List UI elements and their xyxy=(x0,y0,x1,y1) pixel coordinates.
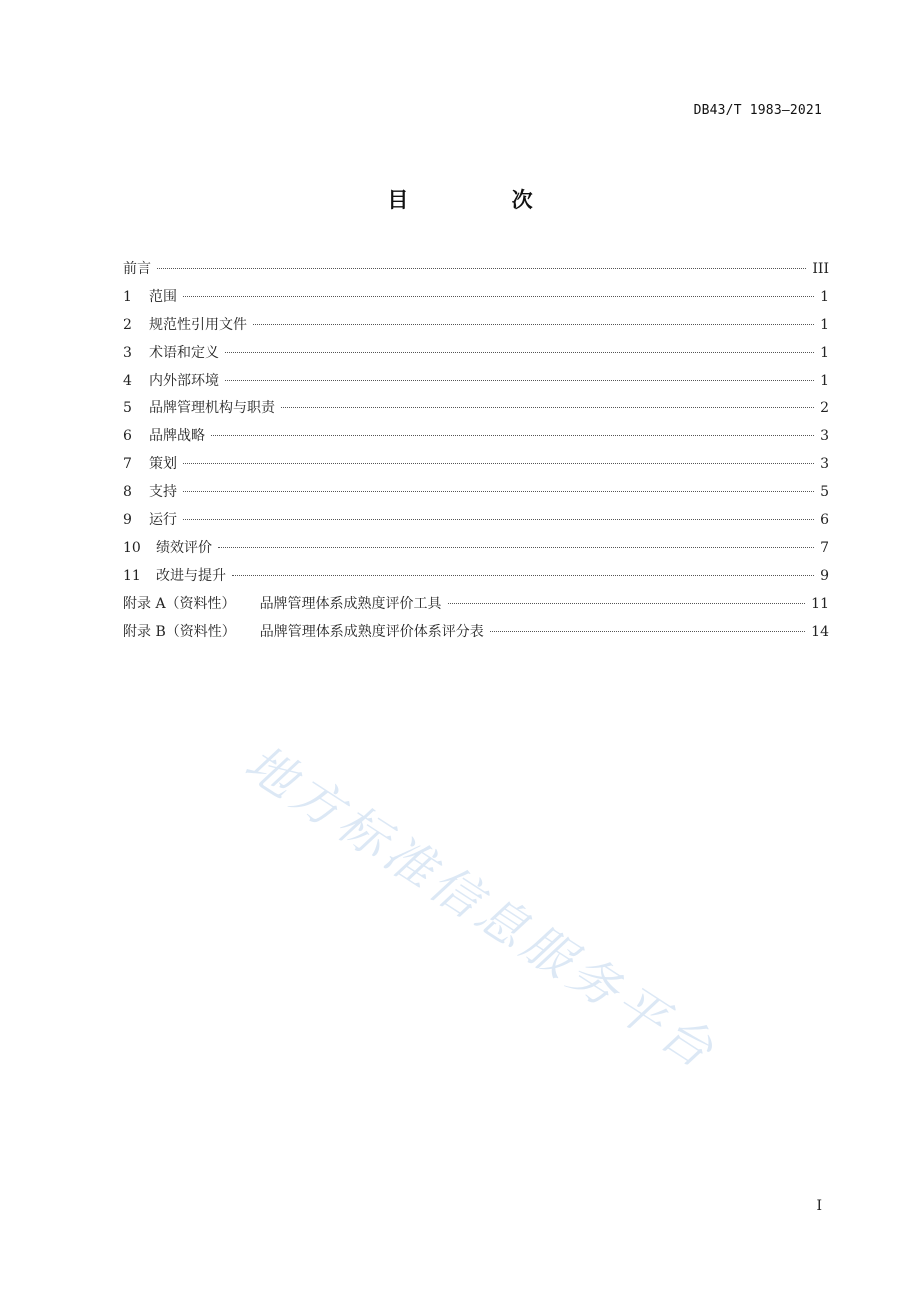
dot-leader xyxy=(183,519,814,520)
dot-leader xyxy=(183,463,814,464)
dot-leader xyxy=(225,380,814,381)
toc-entry-page: 1 xyxy=(820,372,829,389)
toc-entry-page: 6 xyxy=(820,512,829,529)
toc-entry-number: 5 xyxy=(123,400,132,417)
table-of-contents xyxy=(123,258,829,648)
toc-entry-page: III xyxy=(812,261,829,277)
toc-entry-number: 4 xyxy=(123,372,132,389)
toc-entry-improvement[interactable] xyxy=(123,565,829,593)
dot-leader xyxy=(183,491,814,492)
toc-entry-number: 2 xyxy=(123,316,132,333)
toc-entry-page: 1 xyxy=(820,288,829,305)
toc-entry-number: 9 xyxy=(123,512,132,529)
toc-entry-label: 附录 A（资料性） xyxy=(123,595,236,612)
toc-entry-organization[interactable] xyxy=(123,397,829,425)
toc-entry-appendix-b[interactable] xyxy=(123,621,829,649)
toc-entry-page: 3 xyxy=(820,456,829,473)
toc-entry-number: 8 xyxy=(123,484,132,501)
toc-entry-brand-strategy[interactable] xyxy=(123,425,829,453)
toc-entry-number: 11 xyxy=(123,567,141,584)
toc-entry-sublabel: 品牌管理体系成熟度评价工具 xyxy=(259,595,442,612)
toc-entry-page: 1 xyxy=(820,316,829,333)
toc-entry-label: 策划 xyxy=(149,456,177,473)
toc-entry-foreword[interactable] xyxy=(123,258,829,286)
toc-entry-label: 运行 xyxy=(149,512,177,529)
toc-entry-page: 3 xyxy=(820,428,829,445)
toc-entry-scope[interactable] xyxy=(123,286,829,314)
toc-entry-label: 附录 B（资料性） xyxy=(123,623,236,640)
toc-entry-support[interactable] xyxy=(123,481,829,509)
dot-leader xyxy=(157,268,806,269)
toc-entry-appendix-a[interactable] xyxy=(123,593,829,621)
toc-entry-number: 6 xyxy=(123,428,132,445)
toc-entry-number: 1 xyxy=(123,288,132,305)
toc-entry-label: 规范性引用文件 xyxy=(149,316,247,333)
toc-entry-page: 9 xyxy=(820,567,829,584)
dot-leader xyxy=(232,575,814,576)
dot-leader xyxy=(490,631,805,632)
toc-entry-label: 内外部环境 xyxy=(149,372,219,389)
toc-entry-label: 品牌管理机构与职责 xyxy=(149,400,275,417)
toc-entry-label: 改进与提升 xyxy=(156,567,226,584)
dot-leader xyxy=(183,296,814,297)
toc-entry-number: 7 xyxy=(123,456,132,473)
toc-entry-environment[interactable] xyxy=(123,370,829,398)
toc-entry-label: 前言 xyxy=(123,261,151,277)
dot-leader xyxy=(211,435,814,436)
toc-entry-page: 1 xyxy=(820,344,829,361)
toc-entry-operation[interactable] xyxy=(123,509,829,537)
dot-leader xyxy=(253,324,814,325)
dot-leader xyxy=(281,407,814,408)
toc-entry-page: 5 xyxy=(820,484,829,501)
dot-leader xyxy=(448,603,806,604)
toc-entry-page: 11 xyxy=(811,595,829,612)
toc-entry-planning[interactable] xyxy=(123,453,829,481)
toc-entry-number: 10 xyxy=(123,539,141,556)
toc-title: 目 次 xyxy=(387,188,581,212)
document-code: DB43/T 1983—2021 xyxy=(693,103,822,118)
dot-leader xyxy=(225,352,814,353)
toc-entry-label: 品牌战略 xyxy=(149,428,205,445)
toc-entry-label: 绩效评价 xyxy=(156,539,212,556)
toc-entry-performance-evaluation[interactable] xyxy=(123,537,829,565)
toc-entry-page: 7 xyxy=(820,539,829,556)
toc-entry-sublabel: 品牌管理体系成熟度评价体系评分表 xyxy=(259,623,484,640)
page-number: I xyxy=(816,1198,822,1214)
toc-entry-page: 2 xyxy=(820,400,829,417)
toc-entry-terms-definitions[interactable] xyxy=(123,342,829,370)
toc-entry-number: 3 xyxy=(123,344,132,361)
dot-leader xyxy=(218,547,814,548)
toc-entry-label: 支持 xyxy=(149,484,177,501)
toc-entry-label: 术语和定义 xyxy=(149,344,219,361)
toc-entry-label: 范围 xyxy=(149,288,177,305)
toc-entry-page: 14 xyxy=(811,623,829,640)
toc-entry-normative-references[interactable] xyxy=(123,314,829,342)
watermark: 地方标准信息服务平台 xyxy=(234,734,728,1082)
